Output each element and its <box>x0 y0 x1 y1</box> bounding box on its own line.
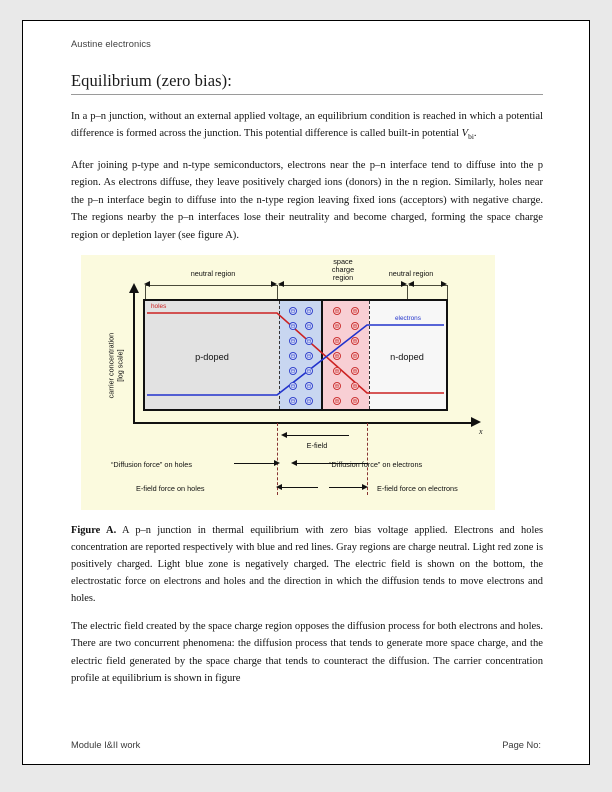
heading-rule <box>71 94 543 95</box>
positive-ion: ⊕ <box>352 381 358 390</box>
vbi-subscript: bi <box>468 132 474 142</box>
negative-ion: ⊖ <box>290 396 296 405</box>
n-doped-label: n-doped <box>390 351 424 362</box>
efield-force-electrons-arrow-line <box>329 487 363 488</box>
negative-ion: ⊖ <box>306 351 312 360</box>
positive-ion: ⊕ <box>352 306 358 315</box>
diffusion-holes-arrow-line <box>234 463 276 464</box>
efield-force-holes-arrow-head <box>276 484 282 490</box>
bracket-mid <box>279 285 407 286</box>
footer-right: Page No: <box>502 740 541 750</box>
positive-ion: ⊕ <box>352 366 358 375</box>
efield-label: E-field <box>306 440 328 450</box>
positive-ion: ⊕ <box>334 336 340 345</box>
bracket-mid-arrow-start <box>278 281 284 287</box>
efield-arrow-line <box>287 435 349 436</box>
negative-ion: ⊖ <box>290 351 296 360</box>
positive-ion: ⊕ <box>334 366 340 375</box>
paragraph-1-end: . <box>473 128 477 140</box>
efield-arrow-head <box>281 432 287 438</box>
label-space-line1: space <box>333 256 353 266</box>
positive-ion: ⊕ <box>334 381 340 390</box>
diffusion-force-holes-label: “Diffusion force” on holes <box>111 459 192 469</box>
negative-ion: ⊖ <box>306 366 312 375</box>
positive-ion: ⊕ <box>352 321 358 330</box>
positive-ion: ⊕ <box>334 396 340 405</box>
negative-ion: ⊖ <box>306 306 312 315</box>
paragraph-2: After joining p-type and n-type semiconductors, electrons near the p–n interface tend to diffuse into the p region. As electrons diffuse, they leave positively charged ions (donors) in the n region. Similarly, holes near the p–n interface begin to diffuse into the n-type region leaving fixed ions (acceptors) with negative charge. The regions nearby the p–n interfaces lose their neutrality and become charged, forming the space charge region or depletion layer (see figure A). <box>71 159 543 241</box>
positive-ion: ⊕ <box>352 396 358 405</box>
p-doped-label: p-doped <box>195 351 229 362</box>
positive-ion: ⊕ <box>334 306 340 315</box>
document-page <box>22 20 590 765</box>
diffusion-holes-arrow-head <box>274 460 280 466</box>
positive-ion: ⊕ <box>352 336 358 345</box>
negative-ion: ⊖ <box>290 366 296 375</box>
y-axis-line <box>133 291 135 423</box>
label-neutral-region-right: neutral region <box>388 268 434 278</box>
positive-ion: ⊕ <box>352 351 358 360</box>
x-axis-arrow <box>471 417 481 427</box>
vbi-symbol: V <box>461 128 469 140</box>
figure-caption-text: A p–n junction in thermal equilibrium with zero bias voltage applied. Electrons and holes concentration are reported respectively with blue and red lines. Gray regions are charge neutral. Light red zone is positively charged. Light blue zone is negatively charged. The electric field is shown on the bottom, the electrostatic force on electrons and holes and the direction in which the diffusion tends to move electrons and holes. <box>71 524 543 604</box>
negative-ion: ⊖ <box>290 321 296 330</box>
paragraph-3: The electric field created by the space charge region opposes the diffusion process for both electrons and holes. There are two concurrent phenomena: the diffusion process that tends to generate more space charge, and the electric field generated by the space charge that tends to counteract the diffusion. The carrier concentration profile at equilibrium is shown in figure <box>71 620 543 685</box>
negative-ion: ⊖ <box>290 336 296 345</box>
page-title: Equilibrium (zero bias): <box>71 71 232 90</box>
diffusion-force-electrons-label: “Diffusion force” on electrons <box>329 459 423 469</box>
figure-a-pn-junction <box>81 255 495 510</box>
efield-force-holes-arrow-line <box>282 487 318 488</box>
paragraph-1 <box>71 108 543 146</box>
efield-force-electrons-arrow-head <box>362 484 368 490</box>
x-axis-label: x <box>479 426 483 436</box>
label-space-line2: charge <box>331 264 355 274</box>
figure-caption <box>71 522 543 607</box>
negative-ion: ⊖ <box>306 321 312 330</box>
document-header: Austine electronics <box>71 39 151 49</box>
page-content <box>71 39 543 699</box>
label-neutral-region-left: neutral region <box>190 268 236 278</box>
holes-curve-label: holes <box>151 302 167 310</box>
positive-ion: ⊕ <box>334 321 340 330</box>
y-axis-label-line2: [log scale] <box>115 349 124 382</box>
label-space-line3: region <box>332 272 354 282</box>
negative-ion: ⊖ <box>290 306 296 315</box>
x-axis-line <box>133 422 473 424</box>
positive-ion: ⊕ <box>334 351 340 360</box>
bracket-left <box>145 285 277 286</box>
y-axis-label-line1: carrier concentration <box>106 332 116 399</box>
page-footer <box>71 740 541 750</box>
efield-force-holes-label: E-field force on holes <box>136 483 205 493</box>
bracket-right-arrow-start <box>408 281 414 287</box>
footer-left: Module I&II work <box>71 740 141 750</box>
y-axis-label <box>107 311 124 421</box>
junction-device-box <box>143 299 448 411</box>
negative-ion: ⊖ <box>306 336 312 345</box>
diffusion-electrons-arrow-head <box>291 460 297 466</box>
negative-ion: ⊖ <box>290 381 296 390</box>
paragraph-1-text: In a p–n junction, without an external applied voltage, an equilibrium condition is reached in which a potential difference is formed across the junction. This potential difference is called built-in potential <box>71 111 543 140</box>
negative-ion: ⊖ <box>306 381 312 390</box>
figure-caption-label: Figure A. <box>71 524 117 536</box>
efield-force-electrons-label: E-field force on electrons <box>377 483 458 493</box>
electrons-curve-label: electrons <box>395 314 421 322</box>
negative-ion: ⊖ <box>306 396 312 405</box>
